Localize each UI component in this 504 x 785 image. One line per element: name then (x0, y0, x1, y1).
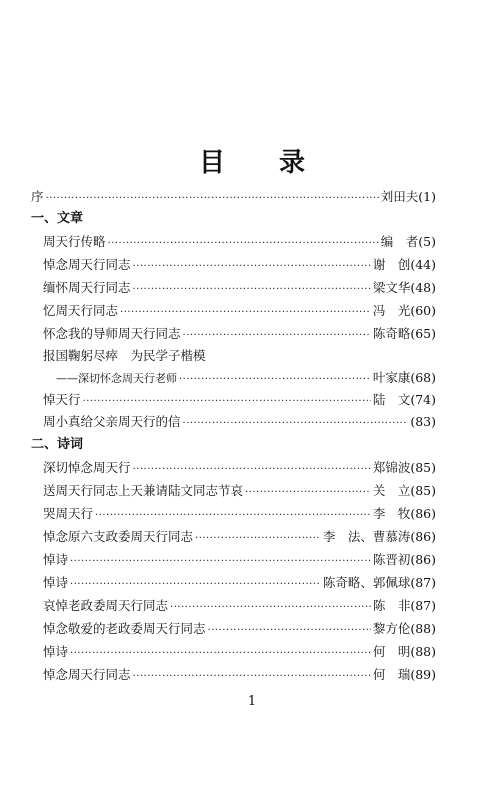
entry-author: 陈晋初 (372, 552, 411, 567)
entry-page: (88) (410, 644, 436, 659)
entry-author: 何 瑞 (372, 667, 411, 682)
entry-title: 哭周天行 (43, 506, 94, 521)
leader-dots (46, 190, 379, 208)
toc-entry[interactable] (43, 325, 436, 343)
leader-dots (183, 415, 409, 433)
entry-author-page (373, 325, 436, 343)
leader-dots (133, 668, 371, 686)
entry-author: 黎方伦 (372, 621, 411, 636)
entry-author-page (381, 233, 436, 251)
entry-title: 悼念周天行同志 (43, 667, 131, 682)
toc-entry[interactable] (43, 528, 436, 546)
entry-title: 悼念原六支政委周天行同志 (43, 529, 194, 544)
page-title (0, 142, 504, 179)
entry-author-page (381, 188, 436, 206)
entry-author: 陈奇略、郭佩球 (322, 575, 411, 590)
toc-entry[interactable] (43, 666, 436, 684)
entry-title: 悼诗 (43, 552, 69, 567)
title-char-2: 录 (279, 148, 306, 178)
leader-dots (170, 599, 371, 617)
section-heading-poems: 二、诗词 (31, 437, 84, 452)
toc-entry[interactable] (43, 279, 436, 297)
entry-page: (88) (410, 621, 436, 636)
toc-entry-preface[interactable] (31, 188, 436, 206)
entry-author: 何 明 (372, 644, 411, 659)
entry-title: 忆周天行同志 (43, 303, 119, 318)
entry-author: 陈 非 (372, 598, 411, 613)
entry-author-page (373, 302, 436, 320)
entry-author-page (373, 597, 436, 615)
leader-dots (195, 530, 321, 548)
entry-page: (86) (410, 552, 436, 567)
entry-author-page (373, 256, 436, 274)
toc-entry[interactable] (43, 620, 436, 638)
entry-page: (89) (410, 667, 436, 682)
entry-page: (86) (410, 506, 436, 521)
entry-author-page (373, 666, 436, 684)
entry-page: (44) (410, 257, 436, 272)
toc-entry[interactable] (43, 256, 436, 274)
entry-author: 郑锦波 (372, 460, 411, 475)
leader-dots (83, 393, 371, 411)
entry-page: (85) (410, 483, 436, 498)
leader-dots (183, 327, 371, 345)
entry-title: 序 (31, 189, 44, 204)
toc-entry-title-line[interactable] (43, 347, 436, 365)
entry-author: 叶家康 (372, 370, 411, 385)
entry-title: 周天行传略 (43, 234, 106, 249)
section-heading-articles: 一、文章 (31, 211, 84, 226)
entry-page: (1) (418, 189, 436, 204)
entry-author: 梁文华 (372, 280, 411, 295)
entry-author: 李 牧 (372, 506, 411, 521)
leader-dots (133, 461, 371, 479)
entry-title: 悼念周天行同志 (43, 257, 131, 272)
entry-author: 李 法、曹慕涛 (322, 529, 411, 544)
title-char-1: 目 (198, 148, 225, 178)
entry-page: (85) (410, 460, 436, 475)
entry-title: 哀悼老政委周天行同志 (43, 598, 169, 613)
entry-page: (48) (410, 280, 436, 295)
entry-author-page (373, 391, 436, 409)
entry-page: (87) (410, 575, 436, 590)
entry-title: 缅怀周天行同志 (43, 280, 131, 295)
entry-title: 悼诗 (43, 644, 69, 659)
leader-dots (179, 371, 371, 389)
entry-title: 怀念我的导师周天行同志 (43, 326, 181, 341)
entry-page: (68) (410, 370, 436, 385)
leader-dots (120, 304, 371, 322)
toc-entry[interactable] (43, 391, 436, 409)
entry-author-page (373, 551, 436, 569)
toc-entry[interactable] (43, 505, 436, 523)
entry-page: (83) (410, 414, 436, 429)
entry-author-page (323, 574, 436, 592)
toc-entry[interactable] (43, 574, 436, 592)
entry-page: (87) (410, 598, 436, 613)
entry-author: 谢 创 (372, 257, 411, 272)
leader-dots (133, 258, 371, 276)
leader-dots (133, 281, 371, 299)
entry-page: (74) (410, 392, 436, 407)
entry-page: (86) (410, 529, 436, 544)
entry-page: (5) (418, 234, 436, 249)
entry-title: 悼诗 (43, 575, 69, 590)
toc-entry[interactable] (43, 233, 436, 251)
entry-author: 冯 光 (372, 303, 411, 318)
entry-author-page (373, 279, 436, 297)
entry-author: 关 立 (372, 483, 411, 498)
entry-author: 刘田夫 (380, 189, 419, 204)
leader-dots (208, 622, 371, 640)
entry-page: (65) (410, 326, 436, 341)
entry-author-page (373, 643, 436, 661)
leader-dots (108, 235, 379, 253)
entry-title: 送周天行同志上天兼请陆文同志节哀 (43, 483, 244, 498)
entry-author: 陆 文 (372, 392, 411, 407)
leader-dots (70, 553, 371, 571)
leader-dots (95, 507, 371, 525)
entry-author: 编 者 (380, 234, 419, 249)
entry-author-page (373, 369, 436, 387)
toc-entry[interactable] (43, 459, 436, 477)
leader-dots (245, 484, 371, 502)
entry-title: 悼念敬爱的老政委周天行同志 (43, 621, 206, 636)
entry-author-page (373, 620, 436, 638)
toc-entry[interactable] (43, 482, 436, 500)
entry-title: 深切悼念周天行 (43, 460, 131, 475)
entry-author-page (410, 413, 436, 431)
toc-entry[interactable] (43, 597, 436, 615)
entry-author-page (373, 505, 436, 523)
entry-author-page (373, 459, 436, 477)
entry-author-page (373, 482, 436, 500)
entry-author-page (323, 528, 436, 546)
page-number: 1 (247, 694, 257, 709)
entry-subtitle: ——深切怀念周天行老师 (56, 372, 177, 385)
entry-author: 陈奇略 (372, 326, 411, 341)
leader-dots (70, 645, 371, 663)
toc-entry[interactable] (43, 551, 436, 569)
entry-title: 报国鞠躬尽瘁 为民学子楷模 (43, 348, 206, 363)
toc-entry[interactable] (43, 413, 436, 431)
entry-page: (60) (410, 303, 436, 318)
toc-entry-subtitle[interactable] (56, 369, 436, 387)
leader-dots (70, 576, 321, 594)
toc-entry[interactable] (43, 302, 436, 320)
entry-title: 周小真给父亲周天行的信 (43, 414, 181, 429)
toc-entry[interactable] (43, 643, 436, 661)
entry-title: 悼天行 (43, 392, 81, 407)
